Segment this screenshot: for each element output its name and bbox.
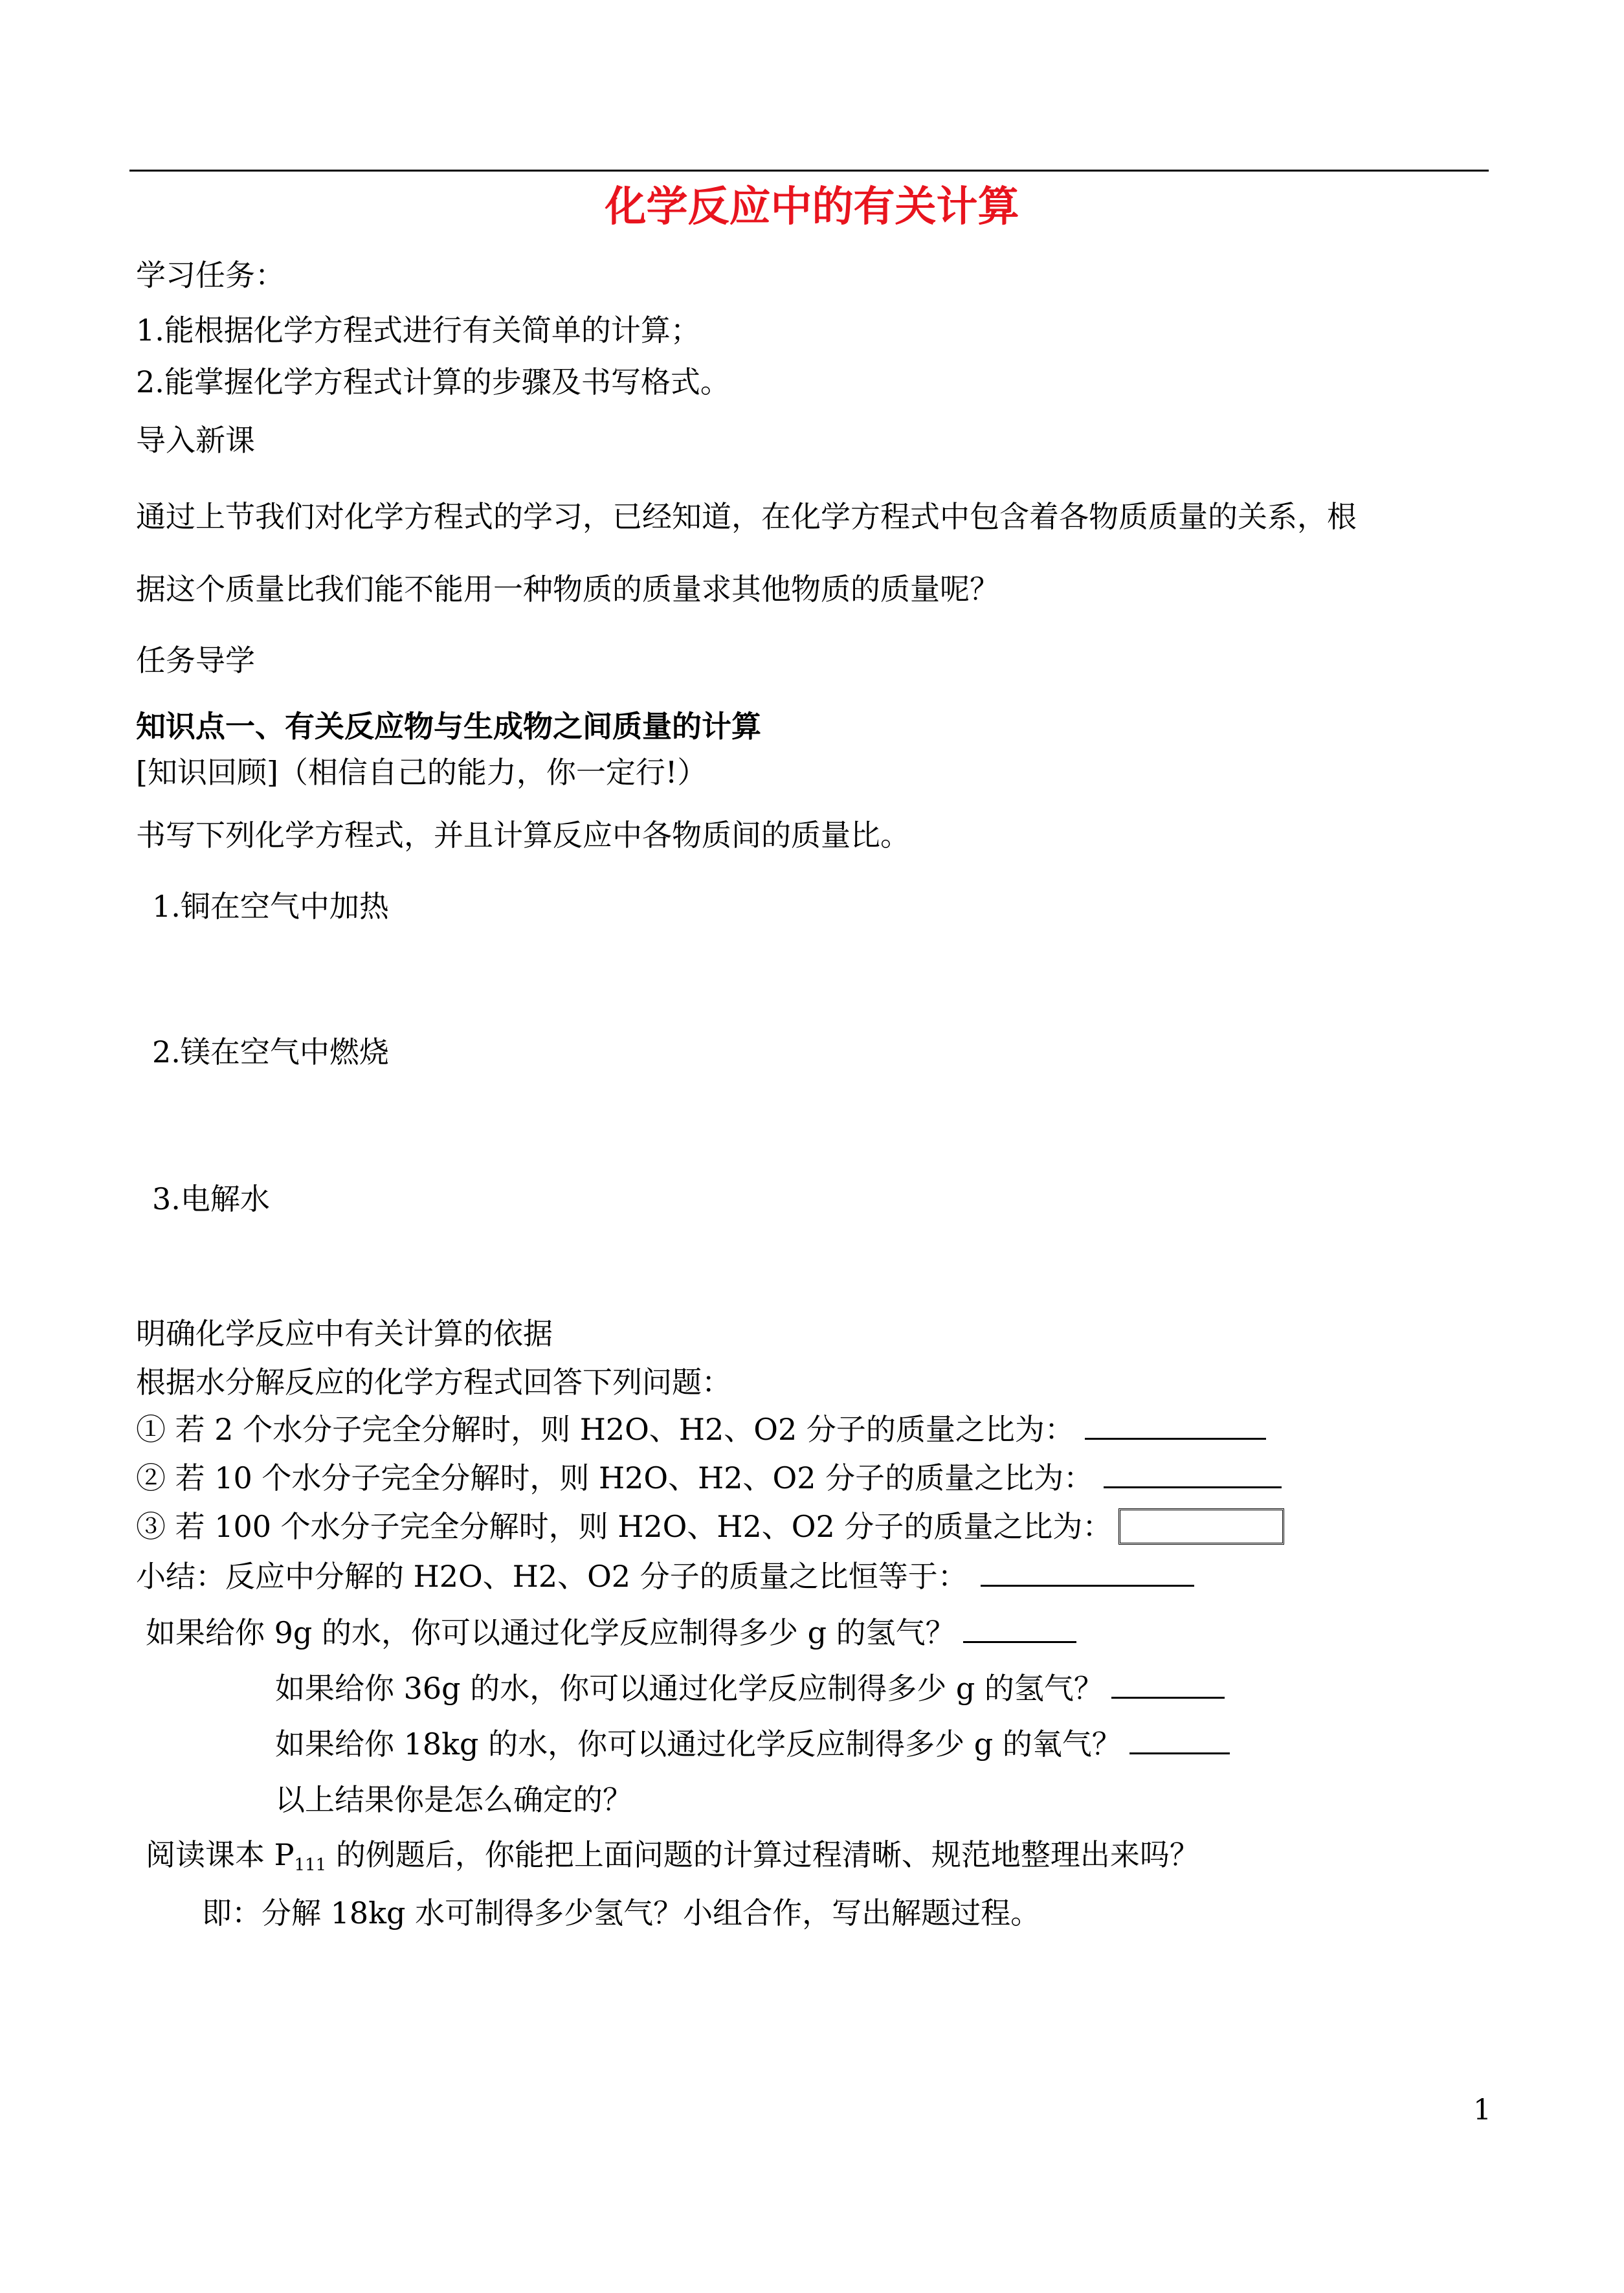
equation-item-2: 2.镁在空气中燃烧 <box>152 1035 389 1069</box>
question-1-text: ① 若 2 个水分子完全分解时，则 H2O、H2、O2 分子的质量之比为： <box>136 1412 1074 1447</box>
equations-instruction: 书写下列化学方程式，并且计算反应中各物质间的质量比。 <box>136 818 910 853</box>
knowledge-point-heading: 知识点一、有关反应物与生成物之间质量的计算 <box>136 709 761 744</box>
equation-item-1: 1.铜在空气中加热 <box>152 889 389 924</box>
question-2-text: ② 若 10 个水分子完全分解时，则 H2O、H2、O2 分子的质量之比为： <box>136 1460 1094 1495</box>
summary-blank[interactable] <box>981 1585 1194 1587</box>
answer-blank-2[interactable] <box>1104 1486 1282 1488</box>
how-determined: 以上结果你是怎么确定的？ <box>275 1782 632 1817</box>
answer-blank-1[interactable] <box>1085 1438 1266 1440</box>
learning-tasks-heading: 学习任务： <box>136 258 285 293</box>
page-reference-subscript: 111 <box>294 1855 327 1875</box>
answer-box-3[interactable] <box>1118 1508 1284 1545</box>
question-3-text: ③ 若 100 个水分子完全分解时，则 H2O、H2、O2 分子的质量之比为： <box>136 1509 1113 1544</box>
what-if-3-text: 如果给你 18kg 的水，你可以通过化学反应制得多少 g 的氧气？ <box>275 1727 1122 1762</box>
group-task: 即：分解 18kg 水可制得多少氢气？小组合作，写出解题过程。 <box>202 1896 1041 1930</box>
what-if-1 <box>146 1613 1076 1652</box>
what-if-2-text: 如果给你 36g 的水，你可以通过化学反应制得多少 g 的氢气？ <box>275 1671 1104 1706</box>
intro-paragraph-line-2: 据这个质量比我们能不能用一种物质的质量求其他物质的质量呢？ <box>136 572 999 607</box>
summary <box>136 1557 1194 1596</box>
what-if-1-text: 如果给你 9g 的水，你可以通过化学反应制得多少 g 的氢气？ <box>146 1615 955 1650</box>
read-textbook <box>146 1835 1199 1885</box>
question-3 <box>136 1507 1284 1546</box>
read-textbook-after: 的例题后，你能把上面问题的计算过程清晰、规范地整理出来吗？ <box>326 1837 1199 1872</box>
summary-text: 小结：反应中分解的 H2O、H2、O2 分子的质量之比恒等于： <box>136 1559 968 1594</box>
what-if-blank-1[interactable] <box>963 1641 1076 1643</box>
what-if-3 <box>275 1725 1230 1763</box>
page-number: 1 <box>1473 2094 1491 2127</box>
intro-heading: 导入新课 <box>136 423 255 458</box>
what-if-blank-2[interactable] <box>1111 1697 1225 1699</box>
what-if-blank-3[interactable] <box>1129 1752 1230 1754</box>
basis-heading: 明确化学反应中有关计算的依据 <box>136 1316 553 1351</box>
basis-prompt: 根据水分解反应的化学方程式回答下列问题： <box>136 1365 731 1400</box>
learning-task-item-1: 1.能根据化学方程式进行有关简单的计算； <box>136 313 700 348</box>
intro-paragraph-line-1: 通过上节我们对化学方程式的学习，已经知道，在化学方程式中包含着各物质质量的关系，根 <box>136 499 1357 534</box>
question-1 <box>136 1410 1266 1449</box>
page-title: 化学反应中的有关计算 <box>605 183 1019 231</box>
guide-heading: 任务导学 <box>136 643 255 678</box>
read-textbook-before: 阅读课本 P <box>146 1837 295 1872</box>
equation-item-3: 3.电解水 <box>152 1181 270 1216</box>
what-if-2 <box>275 1669 1225 1708</box>
knowledge-review: [知识回顾]（相信自己的能力，你一定行!） <box>136 755 707 790</box>
learning-task-item-2: 2.能掌握化学方程式计算的步骤及书写格式。 <box>136 364 730 399</box>
header-rule <box>129 170 1489 172</box>
question-2 <box>136 1459 1282 1497</box>
